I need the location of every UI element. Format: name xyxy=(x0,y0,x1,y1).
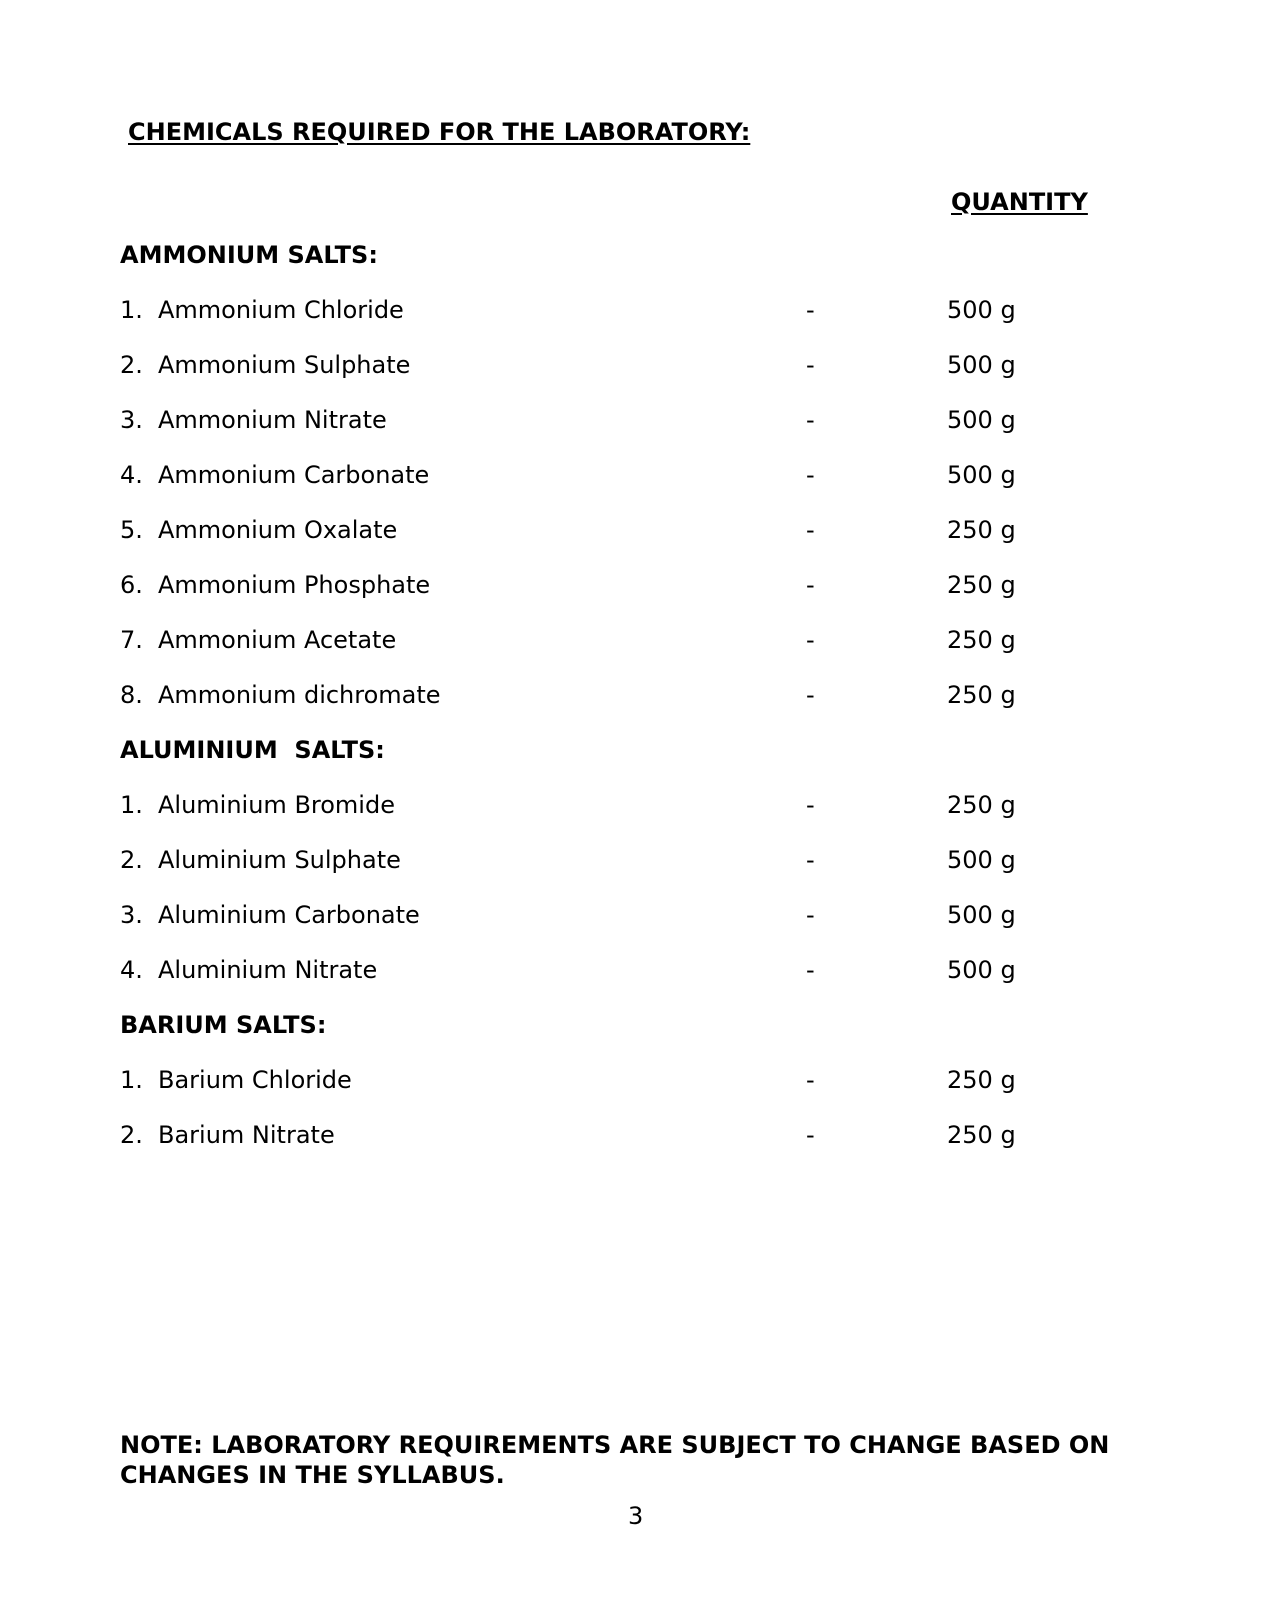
item-separator: - xyxy=(806,296,815,324)
list-item xyxy=(120,351,1220,383)
section-heading-aluminium: ALUMINIUM SALTS: xyxy=(120,736,385,764)
item-quantity: 500 g xyxy=(947,406,1016,434)
item-separator: - xyxy=(806,846,815,874)
list-item xyxy=(120,901,1220,933)
item-separator: - xyxy=(806,1066,815,1094)
item-name: Aluminium Bromide xyxy=(158,791,395,819)
item-separator: - xyxy=(806,461,815,489)
item-separator: - xyxy=(806,956,815,984)
item-separator: - xyxy=(806,1121,815,1149)
item-quantity: 500 g xyxy=(947,296,1016,324)
item-name: Ammonium Carbonate xyxy=(158,461,430,489)
item-name: Aluminium Nitrate xyxy=(158,956,378,984)
item-separator: - xyxy=(806,406,815,434)
item-quantity: 250 g xyxy=(947,626,1016,654)
item-quantity: 250 g xyxy=(947,1066,1016,1094)
list-item xyxy=(120,516,1220,548)
item-number: 4. xyxy=(120,461,143,489)
item-number: 6. xyxy=(120,571,143,599)
syllabus-note: NOTE: LABORATORY REQUIREMENTS ARE SUBJECT TO CHANGE BASED ON CHANGES IN THE SYLLABUS. xyxy=(120,1431,1110,1489)
list-item xyxy=(120,461,1220,493)
item-name: Aluminium Sulphate xyxy=(158,846,401,874)
item-number: 8. xyxy=(120,681,143,709)
list-item xyxy=(120,626,1220,658)
item-quantity: 250 g xyxy=(947,571,1016,599)
item-quantity: 500 g xyxy=(947,846,1016,874)
item-separator: - xyxy=(806,571,815,599)
list-item xyxy=(120,571,1220,603)
item-number: 1. xyxy=(120,791,143,819)
list-item xyxy=(120,1066,1220,1098)
item-number: 5. xyxy=(120,516,143,544)
item-quantity: 500 g xyxy=(947,901,1016,929)
section-heading-ammonium: AMMONIUM SALTS: xyxy=(120,241,378,269)
item-number: 2. xyxy=(120,1121,143,1149)
list-item xyxy=(120,1121,1220,1153)
item-number: 2. xyxy=(120,846,143,874)
page-number: 3 xyxy=(628,1502,644,1530)
item-name: Ammonium dichromate xyxy=(158,681,441,709)
item-number: 4. xyxy=(120,956,143,984)
item-name: Ammonium Nitrate xyxy=(158,406,387,434)
list-item xyxy=(120,406,1220,438)
item-separator: - xyxy=(806,626,815,654)
quantity-column-header: QUANTITY xyxy=(951,188,1088,216)
page-title: CHEMICALS REQUIRED FOR THE LABORATORY: xyxy=(128,118,751,146)
item-quantity: 500 g xyxy=(947,461,1016,489)
item-number: 3. xyxy=(120,901,143,929)
item-number: 1. xyxy=(120,1066,143,1094)
item-separator: - xyxy=(806,901,815,929)
item-name: Ammonium Chloride xyxy=(158,296,404,324)
item-number: 2. xyxy=(120,351,143,379)
item-separator: - xyxy=(806,681,815,709)
list-item xyxy=(120,296,1220,328)
list-item xyxy=(120,846,1220,878)
item-name: Ammonium Phosphate xyxy=(158,571,431,599)
item-quantity: 500 g xyxy=(947,351,1016,379)
item-quantity: 250 g xyxy=(947,516,1016,544)
item-name: Ammonium Sulphate xyxy=(158,351,411,379)
item-separator: - xyxy=(806,516,815,544)
list-item xyxy=(120,791,1220,823)
item-name: Aluminium Carbonate xyxy=(158,901,420,929)
list-item xyxy=(120,956,1220,988)
item-name: Ammonium Oxalate xyxy=(158,516,398,544)
item-name: Ammonium Acetate xyxy=(158,626,397,654)
item-name: Barium Nitrate xyxy=(158,1121,335,1149)
item-number: 3. xyxy=(120,406,143,434)
list-item xyxy=(120,681,1220,713)
item-separator: - xyxy=(806,351,815,379)
item-quantity: 250 g xyxy=(947,1121,1016,1149)
item-number: 1. xyxy=(120,296,143,324)
item-name: Barium Chloride xyxy=(158,1066,352,1094)
item-separator: - xyxy=(806,791,815,819)
section-heading-barium: BARIUM SALTS: xyxy=(120,1011,327,1039)
item-quantity: 500 g xyxy=(947,956,1016,984)
item-quantity: 250 g xyxy=(947,791,1016,819)
item-quantity: 250 g xyxy=(947,681,1016,709)
item-number: 7. xyxy=(120,626,143,654)
